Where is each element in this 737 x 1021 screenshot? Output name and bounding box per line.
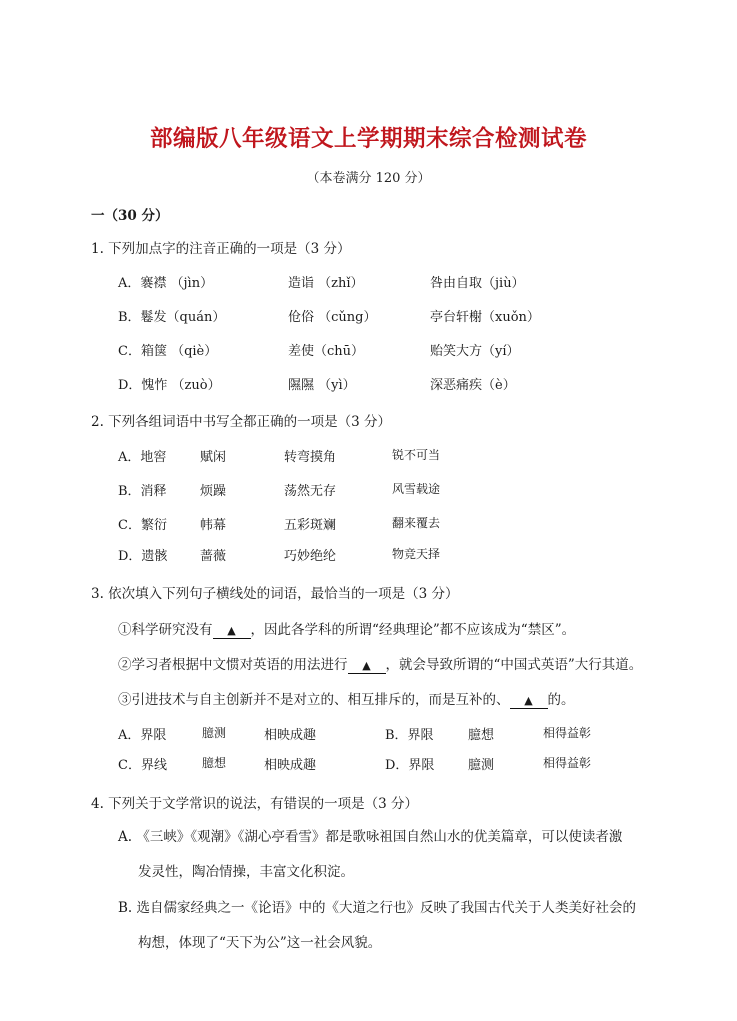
page-subtitle: （本卷满分 120 分） <box>306 171 431 186</box>
q3-sentence-3 <box>118 688 575 709</box>
q1-option-cell: 差使（chū） <box>288 344 365 359</box>
q2-option-cell: 翻来覆去 <box>392 516 441 530</box>
q1-option-cell: 深恶痛疾（è） <box>430 378 516 393</box>
q3-option-cell: D．界限 <box>385 758 435 773</box>
fill-blank: ▲ <box>510 694 548 709</box>
q3-option-cell: 臆测 <box>202 726 227 740</box>
q2-option-cell: 烦躁 <box>200 484 227 499</box>
q2-option-cell: 帏幕 <box>200 518 227 533</box>
q1-option-cell: 贻笑大方（yí） <box>430 344 520 359</box>
q1-option-cell: 隰隰 （yì） <box>288 378 356 393</box>
q1-option-cell: 造诣 （zhǐ） <box>288 276 364 291</box>
q3-sentence-1 <box>118 618 575 639</box>
q3-option-cell: B．界限 <box>385 728 434 743</box>
q2-option-cell: 赋闲 <box>200 450 227 465</box>
q3-option-cell: 相得益彰 <box>543 726 592 740</box>
q3-option-cell: A．界限 <box>118 728 167 743</box>
q3-option-cell: 相映成趣 <box>264 758 317 773</box>
q3-sentence-2 <box>118 653 642 674</box>
fill-blank: ▲ <box>213 624 251 639</box>
q2-option-cell: 五彩斑斓 <box>284 518 337 533</box>
q3-s2-before: ②学习者根据中文惯对英语的用法进行 <box>118 657 348 673</box>
q3-option-cell: 相映成趣 <box>264 728 317 743</box>
q3-s1-before: ①科学研究没有 <box>118 622 213 638</box>
question-3-stem: 3. 依次填入下列句子横线处的词语，最恰当的一项是（3 分） <box>91 586 459 602</box>
q1-option-cell: 咎由自取（jiù） <box>430 276 525 291</box>
q2-option-cell: 风雪载途 <box>392 482 441 496</box>
q4-option-a-line2: 发灵性，陶冶情操，丰富文化积淀。 <box>138 864 354 880</box>
q2-option-cell: 转弯摸角 <box>284 450 337 465</box>
q3-s1-after: ，因此各学科的所谓“经典理论”都不应该成为“禁区”。 <box>250 622 576 638</box>
q3-option-cell: 臆想 <box>202 756 227 770</box>
q3-s3-after: 的。 <box>547 692 575 708</box>
section-heading: 一（30 分） <box>91 208 169 224</box>
q1-option-cell: D．愧怍 （zuò） <box>118 378 221 393</box>
q2-option-cell: 物竞天择 <box>392 547 441 561</box>
q3-option-cell: 相得益彰 <box>543 756 592 770</box>
q1-option-cell: B．鬈发（quán） <box>118 310 226 325</box>
question-4-stem: 4. 下列关于文学常识的说法，有错误的一项是（3 分） <box>91 796 419 812</box>
q2-option-cell: A．地窖 <box>118 450 167 465</box>
q3-option-cell: C．界线 <box>118 758 167 773</box>
q2-option-cell: 蔷薇 <box>200 549 227 564</box>
q1-option-cell: 伧俗 （cǔng） <box>288 310 377 325</box>
q4-option-b-line2: 构想，体现了“天下为公”这一社会风貌。 <box>138 935 382 951</box>
q4-option-a-line1: A. 《三峡》《观潮》《湖心亭看雪》都是歌咏祖国自然山水的优美篇章，可以使读者激 <box>118 829 623 845</box>
q2-option-cell: 荡然无存 <box>284 484 337 499</box>
q4-option-b-line1: B. 选自儒家经典之一《论语》中的《大道之行也》反映了我国古代关于人类美好社会的 <box>118 900 637 916</box>
q2-option-cell: 巧妙绝纶 <box>284 549 337 564</box>
q1-option-cell: C．箱箧 （qiè） <box>118 344 218 359</box>
q2-option-cell: B．消释 <box>118 484 167 499</box>
question-2-stem: 2. 下列各组词语中书写全都正确的一项是（3 分） <box>91 414 392 430</box>
q3-s2-after: ，就会导致所谓的“中国式英语”大行其道。 <box>385 657 643 673</box>
fill-blank: ▲ <box>348 659 386 674</box>
q3-option-cell: 臆测 <box>468 758 495 773</box>
q2-option-cell: 锐不可当 <box>392 448 441 462</box>
q2-option-cell: D．遗骸 <box>118 549 168 564</box>
q1-option-cell: A．褰襟 （jìn） <box>118 276 214 291</box>
question-1-stem: 1. 下列加点字的注音正确的一项是（3 分） <box>91 241 351 257</box>
q2-option-cell: C．繁衍 <box>118 518 167 533</box>
page-title: 部编版八年级语文上学期期末综合检测试卷 <box>149 126 587 152</box>
q3-s3-before: ③引进技术与自主创新并不是对立的、相互排斥的，而是互补的、 <box>118 692 510 708</box>
q1-option-cell: 亭台轩榭（xuǒn） <box>430 310 540 325</box>
q3-option-cell: 臆想 <box>468 728 495 743</box>
